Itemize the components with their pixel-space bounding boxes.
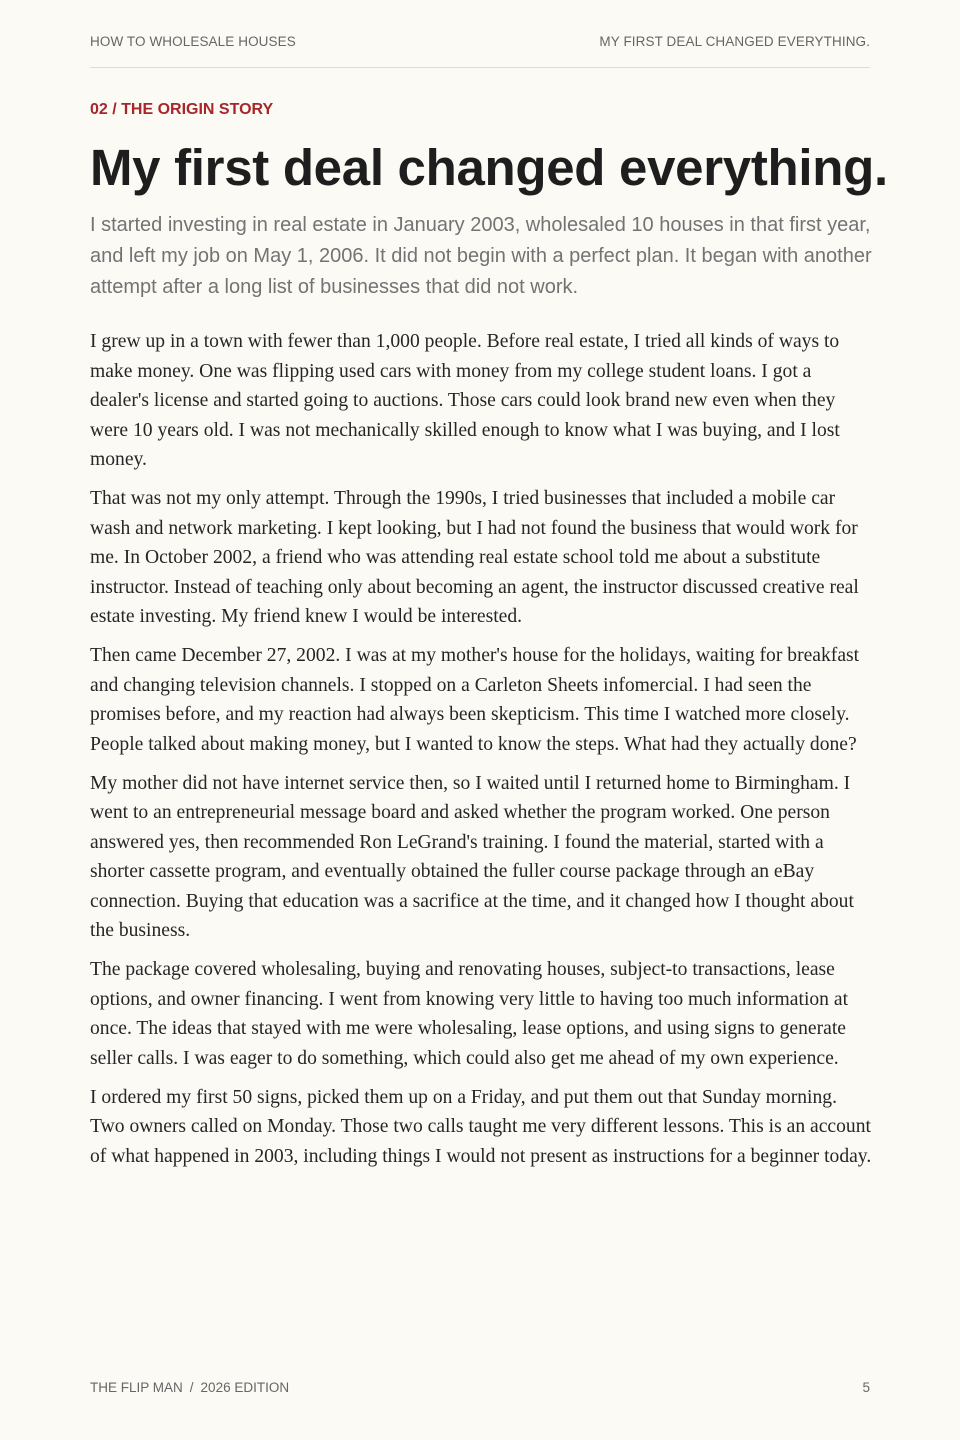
body-paragraph: Then came December 27, 2002. I was at my mother's house for the holidays, waiting for breakfast and changing television channels. I stopped on a Carleton Sheets infomercial. I had seen the promises before, and my reaction had always been skepticism. This time I watched more closely. People talked about making money, but I wanted to know the steps. What had they actually done? bbox=[90, 645, 860, 755]
page-number: 5 bbox=[862, 1380, 870, 1395]
footer-edition: 2026 EDITION bbox=[200, 1380, 290, 1395]
body-paragraph: My mother did not have internet service then, so I waited until I returned home to Birmingham. I went to an entrepreneurial message board and asked whether the program worked. One person answered yes, then recommended Ron LeGrand's training. I found the material, started with a shorter cassette program, and eventually obtained the fuller course package through an eBay connection. Buying that education was a sacrifice at the time, and it changed how I thought about the business. bbox=[90, 772, 854, 941]
running-header bbox=[90, 34, 870, 68]
chapter-lede: I started investing in real estate in January 2003, wholesaled 10 houses in that first year, and left my job on May 1, 2006. It did not begin with a perfect plan. It began with another attempt after a long list of businesses that did not work. bbox=[90, 214, 872, 298]
body-paragraph: That was not my only attempt. Through the 1990s, I tried businesses that included a mobile car wash and network marketing. I kept looking, but I had not found the business that would work for me. In October 2002, a friend who was attending real estate school told me about a substitute instructor. Instead of teaching only about becoming an agent, the instructor discussed creative real estate investing. My friend knew I would be interested. bbox=[90, 488, 859, 627]
header-chapter-title: MY FIRST DEAL CHANGED EVERYTHING. bbox=[599, 34, 870, 49]
chapter-title: My first deal changed everything. bbox=[90, 139, 888, 196]
body-paragraph: I ordered my first 50 signs, picked them up on a Friday, and put them out that Sunday morning. Two owners called on Monday. Those two calls taught me very different lessons. This is an account of what happened in 2003, including things I would not present as instructions for a beginner today. bbox=[90, 1086, 872, 1167]
header-book-title: HOW TO WHOLESALE HOUSES bbox=[90, 34, 296, 49]
body-paragraph: The package covered wholesaling, buying and renovating houses, subject-to transactions, lease options, and owner financing. I went from knowing very little to having too much information at once. The ideas that stayed with me were wholesaling, lease options, and using signs to generate seller calls. I was eager to do something, which could also get me ahead of my own experience. bbox=[90, 959, 849, 1069]
book-page bbox=[90, 0, 888, 1440]
footer-edition-info bbox=[90, 1380, 289, 1396]
body-paragraph: I grew up in a town with fewer than 1,000 people. Before real estate, I tried all kinds of ways to make money. One was flipping used cars with money from my college student loans. I got a dealer's license and started going to auctions. Those cars could look brand new even when they were 10 years old. I was not mechanically skilled enough to know what I was buying, and I lost money. bbox=[90, 331, 840, 470]
chapter-body bbox=[90, 327, 875, 1181]
running-footer bbox=[90, 1380, 870, 1396]
footer-series: THE FLIP MAN bbox=[90, 1380, 183, 1395]
footer-separator: / bbox=[189, 1380, 194, 1395]
chapter-label: 02 / THE ORIGIN STORY bbox=[90, 101, 274, 118]
